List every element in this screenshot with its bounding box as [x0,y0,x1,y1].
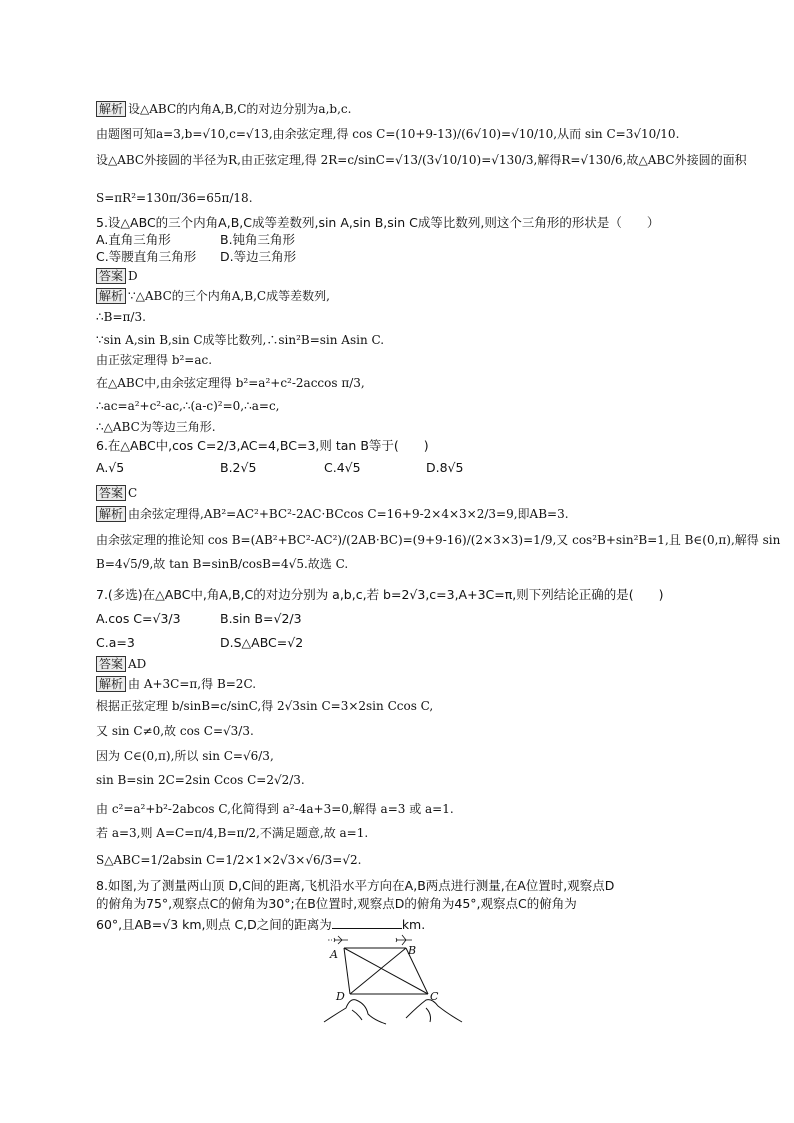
label-d: D [336,990,345,1003]
line-text: AD [128,657,147,671]
solution-line [96,419,716,435]
line-text: sin B=sin 2C=2sin Ccos C=2√2/3. [96,773,305,787]
question-line [96,232,716,248]
line-text: 由 A+3C=π,得 B=2C. [128,677,257,691]
question-line [96,896,716,912]
solution-line [96,556,716,572]
option-b: B.钝角三角形 [220,232,296,247]
line-text: 由题图可知a=3,b=√10,c=√13,由余弦定理,得 cos C=(10+9-13)/(6√10)=√10/10,从而 sin C=3√10/10. [96,127,680,141]
line-text: 因为 C∈(0,π),所以 sin C=√6/3, [96,749,274,763]
solution-line [96,532,781,548]
answer-line [96,268,716,284]
line-text: ∴ac=a²+c²-ac,∴(a-c)²=0,∴a=c, [96,399,280,413]
question-line [96,878,716,894]
question-line [96,635,716,651]
solution-line [96,352,716,368]
solution-line [96,126,716,142]
measurement-figure [322,928,472,1028]
analysis-tag: 解析 [96,676,126,692]
segment-ad [344,948,350,994]
line-text: 由正弦定理得 b²=ac. [96,353,213,367]
solution-line [96,801,716,817]
line-text: ∵△ABC的三个内角A,B,C成等差数列, [128,289,330,303]
line-text: ∵sin A,sin B,sin C成等比数列,∴sin²B=sin Asin C. [96,333,385,347]
answer-tag: 答案 [96,485,126,501]
line-text: 若 a=3,则 A=C=π/4,B=π/2,不满足题意,故 a=1. [96,826,369,840]
answer-line [96,656,716,672]
line-text: 由余弦定理得,AB²=AC²+BC²-2AC·BCcos C=16+9-2×4×3×2/3=9,即AB=3. [128,507,569,521]
solution-line [96,288,716,304]
line-text: B=4√5/9,故 tan B=sinB/cosB=4√5.故选 C. [96,557,349,571]
line-text: ∴△ABC为等边三角形. [96,420,216,434]
solution-line [96,152,747,168]
line-text: 6.在△ABC中,cos C=2/3,AC=4,BC=3,则 tan B等于( ) [96,438,429,453]
line-text: 在△ABC中,由余弦定理得 b²=a²+c²-2accos π/3, [96,376,365,390]
solution-line [96,190,716,206]
solution-line [96,398,716,414]
option-a: A.直角三角形 [96,232,171,247]
label-a: A [330,948,338,961]
solution-line [96,332,716,348]
solution-line [96,772,716,788]
answer-tag: 答案 [96,656,126,672]
solution-line [96,676,716,692]
line-text: 设△ABC外接圆的半径为R,由正弦定理,得 2R=c/sinC=√13/(3√10/10)=√130/3,解得R=√130/6,故△ABC外接圆的面积 [96,153,747,167]
line-text: 5.设△ABC的三个内角A,B,C成等差数列,sin A,sin B,sin C成等比数列,则这个三角形的形状是（ ） [96,215,660,230]
line-text: C [128,486,138,500]
line-text: 由 c²=a²+b²-2abcos C,化简得到 a²-4a+3=0,解得 a=3 或 a=1. [96,802,454,816]
option-a: C.a=3 [96,635,135,650]
unit-text: km. [401,917,426,932]
line-text: 根据正弦定理 b/sinB=c/sinC,得 2√3sin C=3×2sin Ccos C, [96,699,434,713]
solution-line [96,698,716,714]
segment-bd [350,948,406,994]
question-line [96,249,716,265]
mountain-left-detail [352,1010,362,1020]
solution-line [96,723,716,739]
answer-tag: 答案 [96,268,126,284]
line-text: 又 sin C≠0,故 cos C=√3/3. [96,724,254,738]
mountain-right-detail [426,1008,431,1022]
analysis-tag: 解析 [96,506,126,522]
solution-line [96,852,716,868]
option-b: D.等边三角形 [220,249,297,264]
question-line [96,215,716,231]
option-a: C.等腰直角三角形 [96,249,197,264]
line-text: S△ABC=1/2absin C=1/2×1×2√3×√6/3=√2. [96,853,362,867]
solution-line [96,748,716,764]
line-text: ∴B=π/3. [96,310,146,324]
plane-icon-a [328,936,348,944]
option-b: B.2√5 [220,460,257,475]
solution-line [96,309,716,325]
option-c: C.4√5 [324,460,361,475]
solution-line [96,825,716,841]
option-b: D.S△ABC=√2 [220,635,304,650]
line-text: 设△ABC的内角A,B,C的对边分别为a,b,c. [128,102,352,116]
answer-line [96,485,716,501]
option-a: A.√5 [96,460,125,475]
label-b: B [408,944,417,957]
line-text: 60°,且AB=√3 km,则点 C,D之间的距离为 [96,917,332,932]
line-text: D [128,269,138,283]
question-line [96,438,716,454]
solution-line [96,375,716,391]
option-a: A.cos C=√3/3 [96,611,181,626]
line-text: 8.如图,为了测量两山顶 D,C间的距离,飞机沿水平方向在A,B两点进行测量,在A位置时,观察点D [96,878,615,893]
solution-line [96,506,716,522]
line-text: S=πR²=130π/36=65π/18. [96,191,253,205]
line-text: 7.(多选)在△ABC中,角A,B,C的对边分别为 a,b,c,若 b=2√3,c=3,A+3C=π,则下列结论正确的是( ) [96,587,664,602]
question-line [96,587,716,603]
analysis-tag: 解析 [96,101,126,117]
line-text: 由余弦定理的推论知 cos B=(AB²+BC²-AC²)/(2AB·BC)=(9+9-16)/(2×3×3)=1/9,又 cos²B+sin²B=1,且 B∈(0,π),解得 sin [96,533,781,547]
option-b: B.sin B=√2/3 [220,611,302,626]
question-line [96,460,716,476]
option-d: D.8√5 [426,460,464,475]
question-line [96,611,716,627]
label-c: C [430,990,439,1003]
solution-line [96,101,716,117]
analysis-tag: 解析 [96,288,126,304]
line-text: 的俯角为75°,观察点C的俯角为30°;在B位置时,观察点D的俯角为45°,观察点C的俯角为 [96,896,577,911]
